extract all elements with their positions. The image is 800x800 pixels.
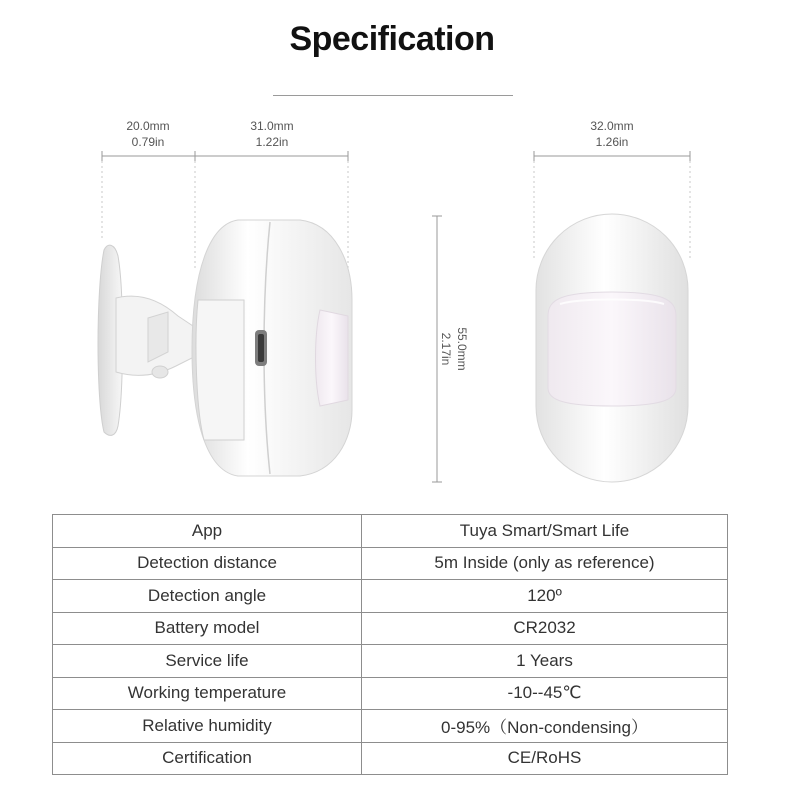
table-row [53, 515, 728, 548]
page-title: Specification [289, 20, 495, 58]
spec-value: 120º [362, 580, 728, 613]
spec-label: Detection distance [53, 547, 362, 580]
width-mm: 32.0mm [590, 119, 634, 133]
table-row [53, 677, 728, 710]
table-row [53, 547, 728, 580]
height-in: 2.17in [439, 332, 453, 366]
spec-value: CE/RoHS [362, 742, 728, 775]
spec-value: 0-95%（Non-condensing） [362, 710, 728, 743]
front-view-device [536, 214, 688, 482]
side-view-device [98, 220, 352, 476]
spec-value: Tuya Smart/Smart Life [362, 515, 728, 548]
table-row [53, 580, 728, 613]
spec-label: Certification [53, 742, 362, 775]
spec-value: CR2032 [362, 612, 728, 645]
spec-label: Service life [53, 645, 362, 678]
body-depth-mm: 31.0mm [250, 119, 294, 133]
width-in: 1.26in [595, 135, 629, 149]
body-depth-in: 1.22in [255, 135, 289, 149]
table-row [53, 742, 728, 775]
spec-label: App [53, 515, 362, 548]
table-row [53, 710, 728, 743]
spec-label: Battery model [53, 612, 362, 645]
spec-label: Relative humidity [53, 710, 362, 743]
mount-depth-in: 0.79in [131, 135, 165, 149]
mount-depth-mm: 20.0mm [126, 119, 170, 133]
height-mm: 55.0mm [455, 327, 469, 371]
table-row [53, 645, 728, 678]
spec-value: -10--45℃ [362, 677, 728, 710]
spec-value: 5m Inside (only as reference) [362, 547, 728, 580]
table-row [53, 612, 728, 645]
spec-table [52, 514, 728, 775]
spec-label: Detection angle [53, 580, 362, 613]
spec-value: 1 Years [362, 645, 728, 678]
spec-label: Working temperature [53, 677, 362, 710]
